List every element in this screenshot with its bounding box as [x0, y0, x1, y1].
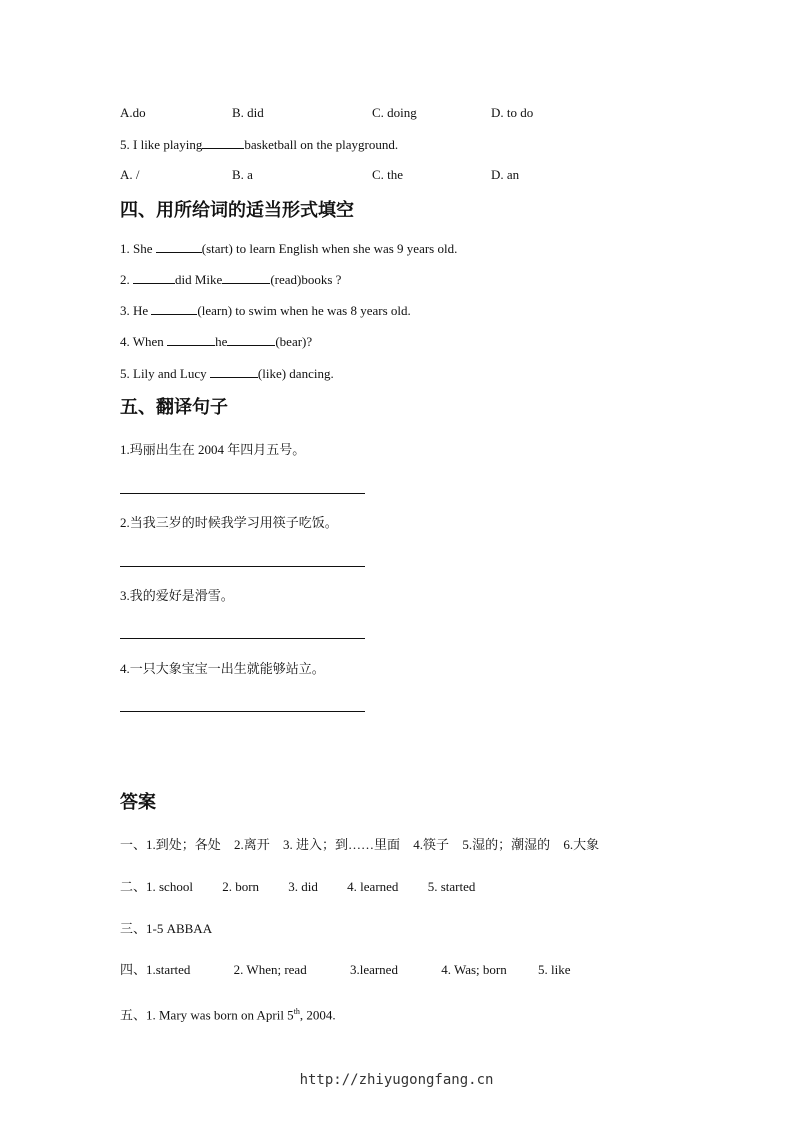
answer-2-4: 4. learned — [347, 879, 399, 894]
s5-item-3: 3.我的爱好是滑雪。 — [120, 588, 234, 603]
s5-item-2: 2.当我三岁的时候我学习用筷子吃饭。 — [120, 515, 338, 530]
answers-row-5 — [120, 1004, 336, 1023]
q4-option-d: D. to do — [491, 105, 534, 120]
answers-row-2 — [120, 879, 475, 895]
q4-option-a: A.do — [120, 105, 146, 120]
answer-1-1: 一、1.到处；各处 — [120, 837, 221, 852]
s5-item-4: 4.一只大象宝宝一出生就能够站立。 — [120, 661, 325, 676]
s4-item-3 — [120, 302, 411, 319]
q5-option-b: B. a — [232, 167, 253, 182]
s4-item-1-a: 1. She — [120, 241, 156, 256]
s4-item-4-a: 4. When — [120, 334, 168, 349]
s4-item-5 — [120, 365, 334, 382]
s5-answer-line-3 — [120, 638, 365, 639]
s5-answer-line-2 — [120, 566, 365, 567]
answer-1-5: 5.湿的；潮湿的 — [462, 837, 551, 852]
q5-text-before: 5. I like playing — [120, 137, 203, 152]
s4-item-3-b: (learn) to swim when he was 8 years old. — [197, 303, 411, 318]
answer-4-2: 2. When; read — [233, 962, 307, 977]
q5-blank — [202, 136, 244, 149]
s4-item-2-a: 2. — [120, 272, 133, 287]
answer-2-2: 2. born — [222, 879, 260, 894]
answer-5-pre: 五、1. Mary was born on April 5 — [120, 1007, 294, 1023]
q5-option-a: A. / — [120, 167, 140, 182]
q4-option-b: B. did — [232, 105, 264, 120]
s4-item-4 — [120, 333, 312, 350]
q5-text-after: basketball on the playground. — [244, 137, 399, 152]
s4-item-5-b: (like) dancing. — [257, 366, 334, 381]
s4-item-3-a: 3. He — [120, 303, 152, 318]
answers-row-1 — [120, 837, 599, 853]
s5-item-1: 1.玛丽出生在 2004 年四月五号。 — [120, 442, 306, 457]
s4-item-4-blank-2 — [227, 333, 275, 346]
s5-answer-line-1 — [120, 493, 365, 494]
answer-1-2: 2.离开 — [234, 837, 270, 852]
s4-item-2-c: (read)books ? — [270, 272, 342, 287]
answer-5-post: , 2004. — [299, 1007, 336, 1023]
s4-item-5-a: 5. Lily and Lucy — [120, 366, 210, 381]
answer-1-4: 4.筷子 — [413, 837, 450, 852]
s4-item-4-b: he — [215, 334, 228, 349]
s4-item-2 — [120, 271, 341, 288]
footer-url[interactable]: http://zhiyugongfang.cn — [299, 1072, 494, 1088]
answer-4-3: 3.learned — [349, 962, 398, 977]
s4-item-1-b: (start) to learn English when she was 9 years old. — [201, 241, 458, 256]
q5-option-d: D. an — [491, 167, 520, 182]
answer-4-1: 四、1.started — [120, 962, 191, 977]
answer-1-3: 3. 进入；到……里面 — [283, 837, 401, 852]
answer-2-3: 3. did — [288, 879, 318, 894]
q5-question — [120, 136, 398, 153]
s4-item-5-blank — [210, 365, 258, 378]
s5-answer-line-4 — [120, 711, 365, 712]
answers-row-4 — [120, 962, 570, 978]
answer-2-5: 5. started — [427, 879, 476, 894]
answer-1-6: 6.大象 — [563, 837, 600, 852]
answer-4-4: 4. Was; born — [441, 962, 507, 977]
section5-title: 五、翻译句子 — [120, 397, 228, 418]
answer-5-sup: th — [293, 1007, 300, 1016]
s4-item-2-blank-2 — [222, 271, 270, 284]
q5-option-c: C. the — [372, 167, 404, 182]
s4-item-2-blank-1 — [133, 271, 175, 284]
s4-item-4-c: (bear)? — [275, 334, 313, 349]
s4-item-3-blank — [151, 302, 197, 315]
s4-item-1-blank — [156, 240, 202, 253]
s4-item-4-blank-1 — [167, 333, 215, 346]
s4-item-2-b: did Mike — [175, 272, 223, 287]
answers-title: 答案 — [120, 792, 156, 813]
s4-item-1 — [120, 240, 457, 257]
answer-4-5: 5. like — [537, 962, 571, 977]
answers-row-3: 三、1-5 ABBAA — [120, 921, 213, 936]
section4-title: 四、用所给词的适当形式填空 — [120, 200, 354, 221]
q4-option-c: C. doing — [372, 105, 417, 120]
answer-2-1: 二、1. school — [120, 879, 193, 894]
